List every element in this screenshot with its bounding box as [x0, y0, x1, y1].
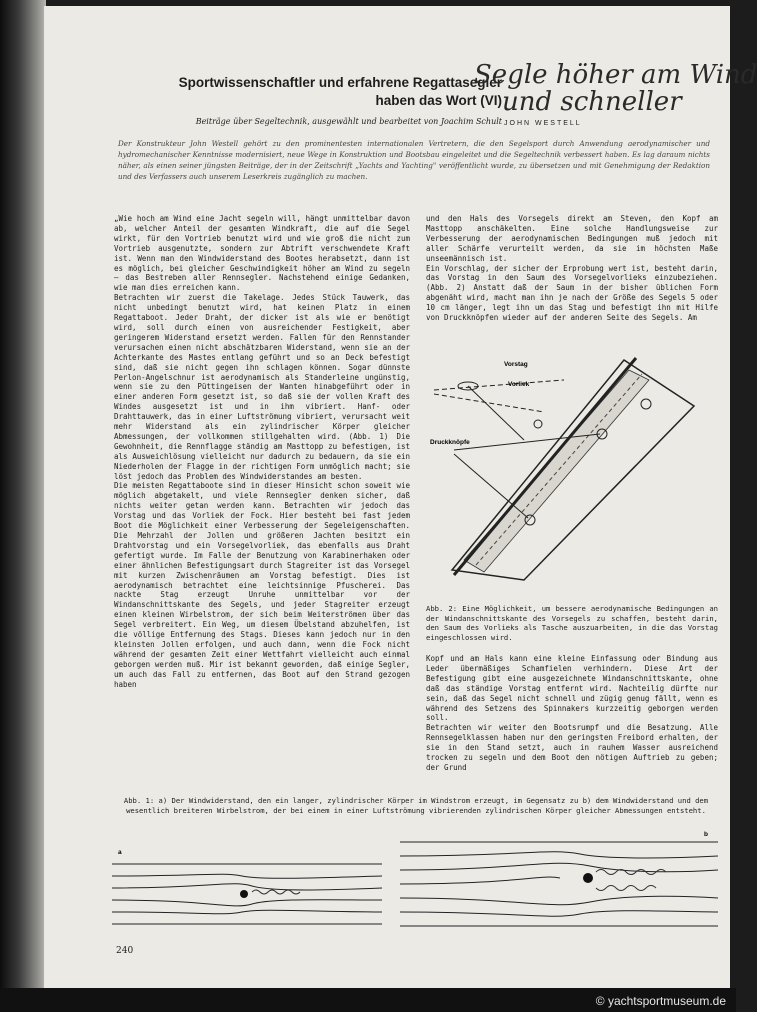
label-leader [468, 386, 524, 440]
label-druckknoepfe: Druckknöpfe [430, 439, 470, 446]
streamline [112, 910, 382, 914]
title-line-1: Segle höher am Wind [474, 60, 757, 90]
streamline [112, 900, 382, 906]
paragraph: und den Hals des Vorsegels direkt am Steven, den Kopf am Masttopp anschäkelten. Eine solche Handlungsweise zur Verbesserung der aerodynamischen Bedingungen muß jedoch mit aller Schärfe verurteilt werden, da sie im höchsten Maße unseemännisch ist. [426, 214, 718, 263]
right-text-column-bottom [426, 654, 718, 772]
kicker-line-1: Sportwissenschaftler und erfahrene Regattasegler [178, 75, 502, 90]
right-text-column-top [426, 214, 718, 344]
figure-2-caption: Abb. 2: Eine Möglichkeit, um bessere aerodynamische Bedingungen an der Windanschnittskante des Vorsegels zu schaffen, besteht darin, den Saum des Vorlieks als Tasche auszuarbeiten, in die das Vorstag eingeschlossen wird. [426, 604, 718, 642]
footer-bar [0, 988, 736, 1012]
paragraph: Ein Vorschlag, der sicher der Erprobung wert ist, besteht darin, das Vorstag in den Saum des Vorsegelvorlieks einzubeziehen. (Abb. 2) Anstatt daß der Saum in der bisher üblichen Form abgenäht wird, macht man ihn je nach der Größe des Segels 5 oder 10 cm länger, legt ihn um das Stag und befestigt ihn mit Hilfe von Druckknöpfen wieder auf der anderen Seite des Segels. Am [426, 263, 718, 323]
book-spine [0, 0, 46, 990]
label-vorstag: Vorstag [504, 361, 528, 368]
paragraph: Kopf und am Hals kann eine kleine Einfassung oder Bindung aus Leder übermäßiges Schamfielen verhindern. Diese Art der Befestigung gibt eine ausgezeichnete Windanschnittskante, ohne daß das ständige Vorstag entfernt wird. Nachteilig dürfte nur sein, daß das Segel nicht schnell und zügig genug fällt, wenn es während des Setzens des Spinnakers kurzzeitig geborgen werden soll. [426, 654, 718, 723]
paragraph: Betrachten wir zuerst die Takelage. Jedes Stück Tauwerk, das nicht unbedingt benutzt wird, hat keinen Platz in einem Regattaboot. Jeder Draht, der dicker ist als wie er benötigt wird, soll durch einen von ausreichender Festigkeit, aber geringerem Widerstand ersetzt werden. Fallen für den Rennstander verursachen einen nicht abschätzbaren Widerstand, wenn sie an der Achterkante des Mastes entlang geführt und so an Deck befestigt sind, daß sie nicht gegen ihn schlagen können. Sogar dünnste Perlon-Angelschnur ist aerodynamisch als Standerleine ungünstig, wenn sie zu den Püttingeisen der Wanten hinabgeführt oder in einer anderen Form gesetzt ist, so daß sie der vollen Kraft des Windes ausgesetzt ist und in ihm vibriert. Hanf- oder Drahttauwerk, das in einer Luftströmung vibriert, verursacht weit mehr Widerstand als ein zylindrischer Körper gleicher Abmessungen, der vollkommen stillgehalten wird. (Abb. 1) Die Gewohnheit, die Rennflagge ständig am Masttopp zu befestigen, ist als Ausweichlösung vielleicht nur dadurch zu bedauern, da sie ein Niederholen der Flagge in der richtigen Form unmöglich macht; sie löst jedoch das Problem des Windwiderstandes am besten. [114, 293, 410, 481]
magazine-page [44, 6, 757, 988]
paragraph: „Wie hoch am Wind eine Jacht segeln will, hängt unmittelbar davon ab, welcher Anteil der gesamten Windkraft, die auf die Segel wirkt, für den Vortrieb benutzt wird und wie groß die nicht zum Vortrieb ausgenutzte, sondern zur Abtrift verschwendete Kraft ist. Wenn man den Windwiderstand des Bootes herabsetzt, dann ist es möglich, bei gleicher Geschwindigkeit höher am Wind zu segeln — das Bestreben aller Rennsegler. Nachstehend einige Gedanken, wie man dies erreichen kann. [114, 214, 410, 293]
left-text-column [114, 214, 410, 734]
streamline [400, 852, 718, 858]
streamline [400, 863, 718, 872]
cylinder-body [240, 890, 248, 898]
article-subtitle: Beiträge über Segeltechnik, ausgewählt und bearbeitet von Joachim Schult [195, 117, 502, 126]
site-credit: © yachtsportmuseum.de [595, 994, 726, 1008]
luff-tube [464, 370, 649, 572]
page-number: 240 [116, 946, 134, 956]
cylinder-body [583, 873, 593, 883]
streamline [112, 884, 382, 890]
paragraph: Die meisten Regattaboote sind in dieser Hinsicht schon soweit wie möglich abgetakelt, und viele Rennsegler denken sicher, daß nichts weiter getan werden kann. Betrachten wir jedoch das Vorstag und das Vorliek der Fock. Hier besteht bei fast jedem Boot die Möglichkeit einer Verbesserung der Segeleigenschaften. Die Mehrzahl der Jollen und größeren Jachten besitzt ein Drahtvorstag und ein Vorsegelvorliek, das ebenfalls aus Draht gefertigt wurde. Im Falle der Benutzung von Karabinerhaken oder einer ähnlichen Befestigungsart durch Stagreiter ist das Vorsegel mit kurzen Zwischenräumen am Vorstag befestigt. Dies ist aerodynamisch betrachtet eine leichtsinnige Pfuscherei. Das nackte Stag erzeugt Unruhe unmittelbar vor der Windanschnittskante des Segels, und jeder Stagreiter erzeugt einen kleinen Wirbelstrom, der sich beim Weiterströmen über das Segel verbreitert. Ein Weg, um diesem Übelstand abzuhelfen, ist die völlige Entfernung des Stags. Dieses kann jedoch nur in den kleinsten Jollen erfolgen, und auch dann, wenn die Fock nicht während der gesamten Zeit einer Wettfahrt vielleicht auch einmal geborgen werden muß. Mir ist bekannt geworden, daß einige Segler, um auch das Fall zu entfernen, das Boot auf den Strand gezogen haben [114, 481, 410, 689]
streamline [400, 896, 718, 905]
snap-button [534, 420, 542, 428]
streamline [112, 874, 382, 878]
label-leader [434, 394, 544, 412]
figure-1-caption: Abb. 1: a) Der Windwiderstand, den ein langer, zylindrischer Körper im Windstrom erzeugt, im Gegensatz zu b) dem Windwiderstand und dem wesentlich breiteren Wirbelstrom, der bei einem in einer Luftströmung vibrierenden zylindrischen Körper gleicher Abmessungen entsteht. [123, 796, 709, 815]
streamline [400, 911, 718, 917]
figure-1b-flow-diagram [400, 828, 718, 940]
figure-1a-label: a [118, 849, 122, 856]
article-kicker-title [104, 74, 502, 110]
title-line-2: und schneller [502, 87, 682, 117]
paragraph: Betrachten wir weiter den Bootsrumpf und die Besatzung. Alle Rennsegelklassen haben nur den geringsten Freibord erhalten, der sie in den Stand setzt, auch in rauhem Wasser ausreichend trocken zu segeln und dem Boot den nötigen Auftrieb zu geben; der Grund [426, 723, 718, 772]
kicker-line-2: haben das Wort (VI) [375, 93, 502, 108]
figure-1b-label: b [704, 831, 708, 838]
figure-1a-flow-diagram [112, 846, 382, 938]
label-leader [454, 454, 528, 518]
figure-2-sail-diagram [424, 350, 720, 596]
forestay-wire [454, 358, 636, 575]
intro-paragraph: Der Konstrukteur John Westell gehört zu den prominentesten internationalen Vertretern, die den Segelsport durch Anwendung aerodynamischer und hydromechanischer Kenntnisse modernisiert, neue Wege in Konstruktion und Bootsbau eingeleitet und die Segeltechnik verbessert haben. Es lag daraum nichts näher, als einen seiner jüngsten Beiträge, der in der Zeitschrift „Yachts and Yachting" veröffentlicht wurde, zu übersetzen und mit Genehmigung der Redaktion und des Verfassers auch unserem Leserkreis zugänglich zu machen. [118, 139, 710, 181]
article-author: JOHN WESTELL [504, 120, 582, 127]
streamline [400, 877, 560, 884]
article-title [474, 60, 757, 117]
label-vorliek: Vorliek [508, 381, 530, 388]
wake-vortices [596, 870, 666, 891]
wake-vortices [252, 890, 300, 894]
label-leader [434, 380, 564, 390]
snap-button [641, 399, 651, 409]
